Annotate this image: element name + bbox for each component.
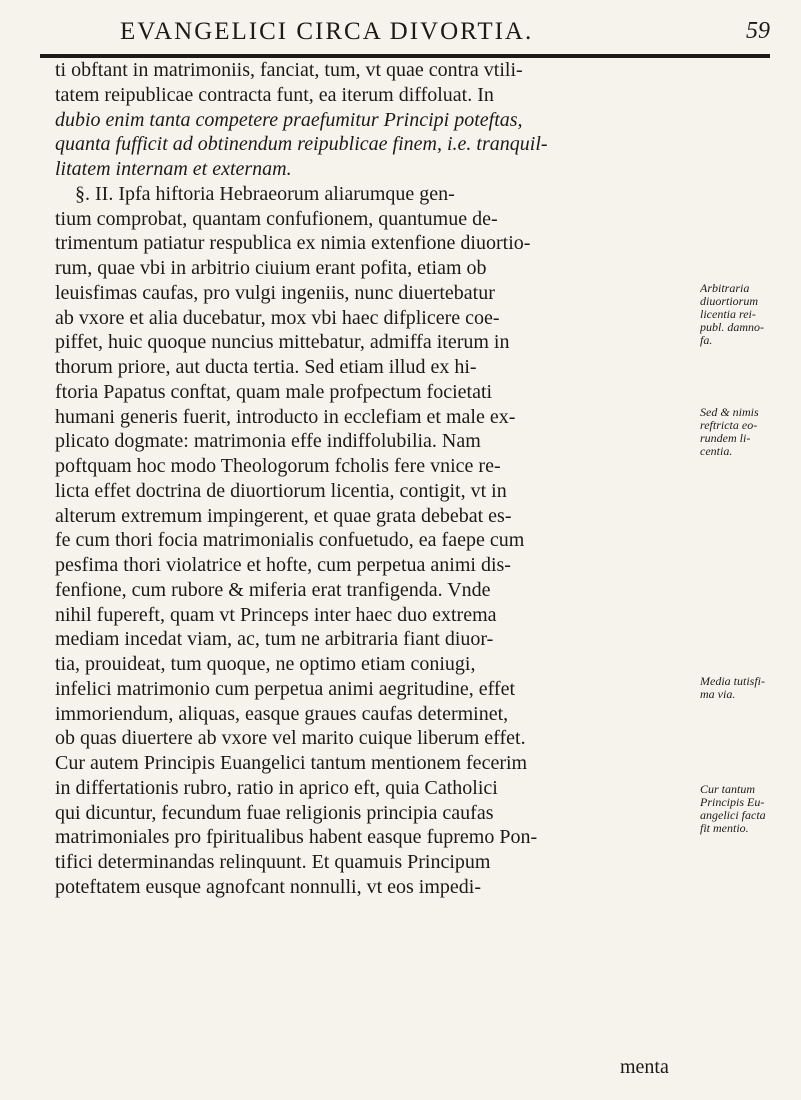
text-line: licta effet doctrina de diuortiorum licentia, contigit, vt in bbox=[55, 479, 507, 502]
text-line: fe cum thori focia matrimonialis confuetudo, ea faepe cum bbox=[55, 529, 525, 552]
section-heading-line: §. II. Ipfa hiftoria Hebraeorum aliarumque gen- bbox=[75, 182, 455, 205]
margin-note-cur-tantum: Cur tantum Principis Eu- angelici facta fit mentio. bbox=[700, 783, 766, 835]
text-line: nihil fupereft, quam vt Princeps inter haec duo extrema bbox=[55, 603, 497, 626]
margin-note-nimis: Sed & nimis reftricta eo- rundem li- centia. bbox=[700, 406, 759, 458]
text-line: qui dicuntur, fecundum fuae religionis principia caufas bbox=[55, 801, 494, 824]
text-line: ob quas diuertere ab vxore vel marito cuique liberum effet. bbox=[55, 727, 526, 750]
main-text bbox=[55, 58, 695, 900]
text-line: poteftatem eusque agnofcant nonnulli, vt eos impedi- bbox=[55, 875, 481, 898]
text-line: litatem internam et externam. bbox=[55, 158, 292, 180]
text-line: tium comprobat, quantam confufionem, quantumue de- bbox=[55, 207, 498, 230]
text-line: plicato dogmate: matrimonia effe indiffolubilia. Nam bbox=[55, 430, 481, 453]
margin-note-media-via: Media tutisfi- ma via. bbox=[700, 675, 765, 701]
text-line: in differtationis rubro, ratio in aprico eft, quia Catholici bbox=[55, 776, 498, 799]
text-line: quanta fufficit ad obtinendum reipublicae finem, i.e. tranquil- bbox=[55, 133, 548, 156]
text-line: tia, prouideat, tum quoque, ne optimo etiam coniugi, bbox=[55, 653, 476, 675]
text-line: piffet, huic quoque nuncius mittebatur, admiffa iterum in bbox=[55, 331, 510, 354]
text-line: humani generis fuerit, introducto in ecclefiam et male ex- bbox=[55, 405, 516, 428]
text-line: ftoria Papatus conftat, quam male profpectum focietati bbox=[55, 380, 493, 403]
text-line: trimentum patiatur respublica ex nimia extenfione diuortio- bbox=[55, 232, 531, 255]
text-line: fenfione, cum rubore & miferia erat tranfigenda. Vnde bbox=[55, 578, 491, 601]
text-line: ti obftant in matrimoniis, fanciat, tum, vt quae contra vtili- bbox=[55, 59, 523, 81]
text-line: tatem reipublicae contracta funt, ea iterum diffoluat. In bbox=[55, 83, 494, 106]
page-number: 59 bbox=[746, 18, 770, 44]
text-line: infelici matrimonio cum perpetua animi aegritudine, effet bbox=[55, 677, 516, 700]
text-line: matrimoniales pro fpiritualibus habent easque fupremo Pon- bbox=[55, 826, 538, 849]
running-head: EVANGELICI CIRCA DIVORTIA. bbox=[120, 18, 534, 45]
margin-note-arbitraria: Arbitraria diuortiorum licentia rei- publ. damno- fa. bbox=[700, 282, 764, 347]
text-line: Cur autem Principis Euangelici tantum mentionem fecerim bbox=[55, 752, 528, 774]
text-line: tifici determinandas relinquunt. Et quamuis Principum bbox=[55, 851, 491, 873]
text-line: pesfima thori violatrice et hofte, cum perpetua animi dis- bbox=[55, 554, 511, 576]
text-line: ab vxore et alia ducebatur, mox vbi haec difplicere coe- bbox=[55, 306, 500, 329]
text-line: dubio enim tanta competere praefumitur Principi poteftas, bbox=[55, 108, 523, 131]
text-line: immoriendum, aliquas, easque graues caufas determinet, bbox=[55, 702, 509, 725]
text-line: mediam incedat viam, ac, tum ne arbitraria fiant diuor- bbox=[55, 628, 494, 651]
text-line: leuisfimas caufas, pro vulgi ingeniis, nunc diuertebatur bbox=[55, 281, 495, 304]
text-line: thorum priore, aut ducta tertia. Sed etiam illud ex hi- bbox=[55, 356, 477, 378]
page-header bbox=[40, 12, 770, 52]
text-line: alterum extremum impingerent, et quae grata debebat es- bbox=[55, 504, 512, 527]
catchword: menta bbox=[620, 1056, 669, 1078]
text-line: poftquam hoc modo Theologorum fcholis fere vnice re- bbox=[55, 455, 501, 477]
text-line: rum, quae vbi in arbitrio ciuium erant pofita, etiam ob bbox=[55, 257, 487, 279]
